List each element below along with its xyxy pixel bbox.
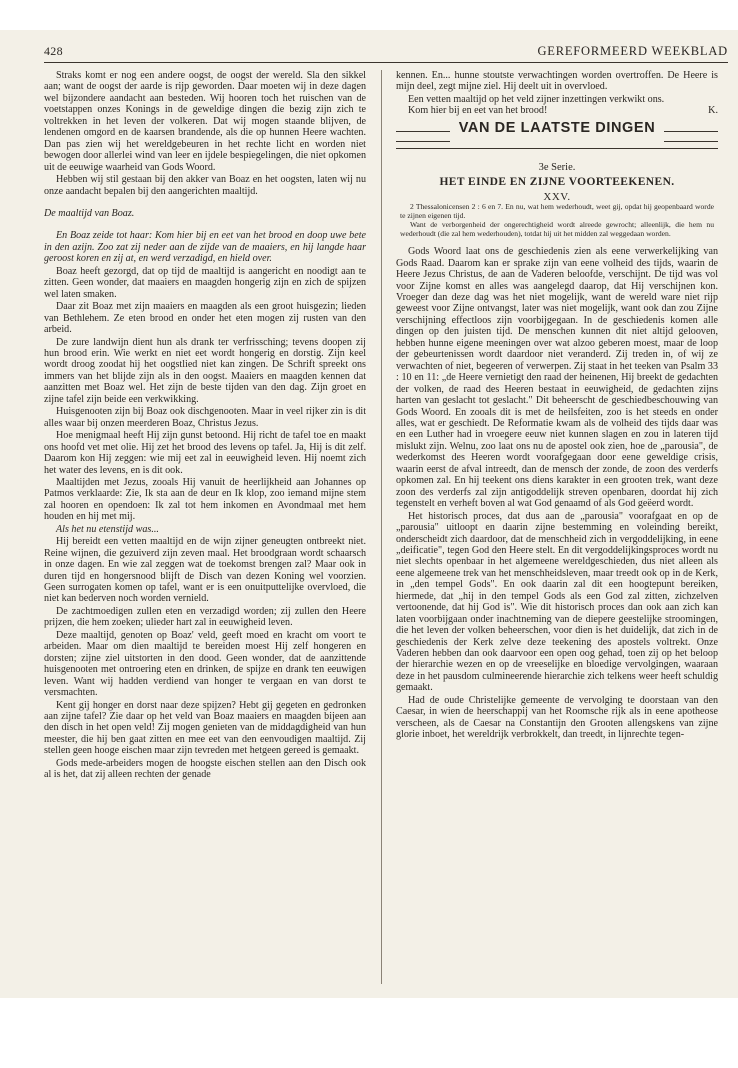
paragraph: kennen. En... hunne stoutste verwachtingen worden overtroffen. De Heere is mijn deel, zegt mijne ziel. Hij deelt uit in overvloed. <box>396 70 718 93</box>
paragraph: De maaltijd van Boaz. <box>44 207 135 219</box>
article-number: XXV. <box>543 190 571 203</box>
right-column-top <box>396 70 718 105</box>
paragraph: De zachtmoedigen zullen eten en verzadigd worden; zij zullen den Heere prijzen, die hem zoeken; ulieder hart zal in eeuwigheid leven. <box>44 605 366 629</box>
paragraph: Boaz heeft gezorgd, dat op tijd de maaltijd is aangericht en noodigt aan te zitten. Geen wonder, dat maaiers en maagden hongerig zijn en zich de spijzen wel laten smaken. <box>44 265 366 300</box>
paragraph: Maaltijden met Jezus, zooals Hij vanuit de heerlijkheid aan Johannes op Patmos verklaarde: Zie, Ik sta aan de deur en Ik klop, zoo iemand mijne stem zal hooren en opendoen: Ik zal tot hem inkomen en Avondmaal met hem houden en hij met mij. <box>44 476 366 523</box>
paragraph-gap <box>44 219 366 230</box>
paragraph: Gods mede-arbeiders mogen de hoogste eischen stellen aan den Disch ook al is het, dat zij alleen rechten der genade <box>44 757 366 781</box>
paragraph: De zure landwijn dient hun als drank ter verfrissching; tevens doopen zij hun brood erin. Wie werkt en niet eet wordt hongerig en dorstig. Zijn keel wordt droog zoodat hij het oogstlied niet kan zingen. De Schrift spreekt ons immers van het blijde zijn als in den oogst. Maaiers en maagden kennen dat aanzitten met Boaz wel. Het zijn de beste tijden van den dag. Zijn groet en zijne tafel zijn beide een verkwikking. <box>44 336 366 405</box>
right-column-body <box>396 246 718 740</box>
newspaper-page <box>0 30 738 998</box>
paragraph: Had de oude Christelijke gemeente de vervolging te doorstaan van den Caesar, in wien de heerschappij van het Roomsche rijk als in eene apotheose verscheen, als de Caesar na Constantijn den Grooten allengskens van zijne glorie inboet, het wereldrijk verbrokkelt, dan treedt, in lijnrechte tegen- <box>396 694 718 741</box>
section-heading <box>396 119 718 153</box>
paragraph: Daar zit Boaz met zijn maaiers en maagden als een groot huisgezin; lieden van Bethlehem. Ze eten brood en onder het eten mogen zij rusten van den arbeid. <box>44 301 366 336</box>
paragraph: En Boaz zeide tot haar: Kom hier bij en eet van het brood en doop uwe bete in den azijn. Zoo zat zij neder aan de zijde van de maaiers, en hij langde haar geroost koren en zij at, en werd verzadigd, en hield over. <box>44 230 366 265</box>
paragraph: Hebben wij stil gestaan bij den akker van Boaz en het oogsten, laten wij nu onze aandacht bepalen bij den aangerichten maaltijd. <box>44 174 366 197</box>
paragraph: Straks komt er nog een andere oogst, de oogst der wereld. Sla den sikkel aan; want de oogst der aarde is rijp geworden. Daar moeten wij in deze dagen wel bijzondere aandacht aan besteden. Wij hooren toch het ruischen van de voetstappen onzes Konings in de geweldige dingen die bezig zijn zich te voltrekken in het leven der volkeren. Dat wij mogen staande blijven, de lendenen omgord en de kaarsen brandende, als die op hunnen Heere wachten. Dan pas zien wij het wereldgebeuren in het rechte licht en worden niet bewogen door allerlei wind van leer en ijdele bespiegelingen, die niet opkomen uit de eeuwige waarheid van Gods Woord. <box>44 70 366 173</box>
paragraph: Huisgenooten zijn bij Boaz ook dischgenooten. Maar in veel rijker zin is dit alles waar bij onzen meerderen Boaz, Christus Jezus. <box>44 406 366 429</box>
paragraph: Kent gij honger en dorst naar deze spijzen? Hebt gij gegeten en gedronken aan zijne tafel? Zie daar op het veld van Boaz maaiers en maagden bijeen aan den disch in het open veld! Zij mogen genieten van de middagdigheid van hun meester, die hij ben gaat zitten en mee eet van den eenvoudigen maaltijd. Zij stellen geen hooge eischen maar zijn tevreden met hetgeen gereed is gemaakt. <box>44 699 366 757</box>
paragraph-gap <box>44 197 366 208</box>
running-title: GEREFORMEERD WEEKBLAD <box>537 44 728 58</box>
epigraph <box>396 203 718 238</box>
paragraph: Het historisch proces, dat dus aan de „parousia" voorafgaat en op de „parousia" uitloopt en daarin zijne bestemming en voleinding bereikt, onderscheidt zich daardoor, dat de menschheid zich in vergoddelijking, in eene „deificatie", tegen God den Heere stelt. En dit vergoddelijkingsproces wordt nu niet slechts openbaar in het algemeene wereldgeschieden, dus niet alleen als eene algemeene trek van het menschheidsleven, maar treedt ook op in de Kerk, in „den tempel Gods". En ook daarin zal dit een hoogtepunt bereiken, hiermede, dat „hij in den tempel Gods als een God zal zitten, zichzelven vertoonende, dat hij God is". Wie dit historisch proces dan ook aan zich kan laten voorbijgaan onder inachtneming van de diepere geestelijke stroomingen, die het leven der volken beheerschen, voor dien is het duidelijk, dat zich in de geschiedenis der Kerk zelve deze teekening des apostels voltrekt. Onze Vaderen hebben dan ook daarvoor een open oog gehad, toen zij op het beloop der hierarchie wezen en op de vreeselijke en bloedige vervolgingen, waaraan deze in het pausdom culmineerende hierarchie zich telkens weer heeft schuldig gemaakt. <box>396 510 718 694</box>
epigraph-line: Want de verborgenheid der ongerechtigheid wordt alreede gewrocht; alleenlijk, die hem nu wederhoudt (die zal hem wederhouden), totdat hij uit het midden zal weggedaan worden. <box>400 220 714 238</box>
paragraph: Hoe menigmaal heeft Hij zijn gunst betoond. Hij richt de tafel toe en maakt ons hoofd vet met olie. Hij zet het brood des levens op tafel. Ja, Hij is dit zelf. Daarom kon Hij zeggen: wie mij eet zal in eeuwigheid leven. Hij noemt zich het water des levens, en is dit ook. <box>44 430 366 476</box>
page-number: 428 <box>44 44 63 58</box>
signature: K. <box>708 105 718 117</box>
paragraph: Hij bereidt een vetten maaltijd en de wijn zijner geneugten ontbreekt niet. Reine wijnen, die gezuiverd zijn zeven maal. Het broodgraan wordt schaarsch in onze dagen. En wie zal zeggen wat de toekomst brengen zal? Maar ook in duren tijd en hongersnood blijft de Disch van dezen Koning wel voorzien. Geen surrogaten komen op tafel, want er is een onuitputtelijke overvloed, die niet kan bederven noch worden vernield. <box>44 536 366 605</box>
page-header <box>44 44 728 62</box>
paragraph: Deze maaltijd, genoten op Boaz' veld, geeft moed en kracht om voort te arbeiden. Maar om dien maaltijd te bereiden moest Hij zelf hongeren en dorsten; zijne ziel uitstorten in den dood. Geen wonder, dat de aanzittende huisgenooten met ontroering eten en drinken, de spijze en drank ten eeuwigen leven. Want wij hadden verdiend van honger te vergaan en van dorst te versmachten. <box>44 629 366 699</box>
article-title: HET EINDE EN ZIJNE VOORTEEKENEN. <box>439 176 675 189</box>
closing-text: Kom hier bij en eet van het brood! <box>408 105 548 117</box>
series-label: 3e Serie. <box>538 161 576 173</box>
closing-line <box>396 105 718 116</box>
paragraph: Gods Woord laat ons de geschiedenis zien als eene verwerkelijking van Gods Raad. Daarom kan er sprake zijn van eene volheid des tijds, waarin de Heere Jezus Christus, de aan de Vaderen beloofde, verschijnt. De tijd was vol voor Zijne komst en alles was aangelegd daarop, dat Hij verschijnen kon. Vroeger dan deze dag was het niet mogelijk, want de wereld ware niet rijp geweest voor Zijne ontvangst, later was niet mogelijk, want ook dan zou Zijne verschijning effectloos zijn voorbijgegaan. In de geschiedenis komen alle dingen op den juisten tijd. De menschen kunnen dit niet altijd gelooven, hebben hunne eigene meeningen over wat alzoo geberen moest, maar de loop der gebeurtenissen wordt daardoor niet veranderd. Zij treden in, of wij ze verwachten of niet, begeeren of verwerpen. Zij staat in het teeken van Psalm 33 : 10 en 11: „de Heere vernietigt den raad der heinenen, Hij breekt de gedachten der volken, de raad des Heeren bestaat in eeuwigheid, de gedachten zijns harten van geslacht tot geslacht." Dit beheerscht de geschiedbeschouwing van Gods Woord. En zooals dit is met de heilsfeiten, zoo is het steeds en onder alles, wat er geschiedt. De Reformatie kwam als de volheid des tijds daar was en een Luther had in vroegere eeuw niet kunnen slagen en zou in lateren tijd mislukt zijn. Welnu, zoo laat ons nu de apostel ook zien, hoe de „parousia", de wederkomst des Heeren wordt voorafgegaan door eene geweldige crisis, waarin eerst de afval intreedt, dan de mensch der zonde, de zoon des verderfs opkomen zal. En hij teekent ons diens karakter in een grooten trek, want deze zoon des verderfs zal zijn antigoddelijk streven openbaren, doordat hij zich tegenstelt en verheft boven al wat God genaamd of als God geëerd wordt. <box>396 246 718 510</box>
header-rule <box>44 62 728 63</box>
paragraph: Een vetten maaltijd op het veld zijner inzettingen verkwikt ons. <box>408 93 665 105</box>
left-column <box>44 70 366 986</box>
section-title: VAN DE LAATSTE DINGEN <box>458 119 656 136</box>
column-divider <box>381 70 382 984</box>
heading-rule-bottom <box>396 148 718 149</box>
right-column <box>396 70 718 986</box>
epigraph-line: 2 Thessalonicensen 2 : 6 en 7. En nu, wat hem wederhoudt, weet gij, opdat hij geopenbaard worde te zijnen eigenen tijd. <box>400 202 714 220</box>
paragraph: Als het nu etenstijd was... <box>56 523 159 535</box>
